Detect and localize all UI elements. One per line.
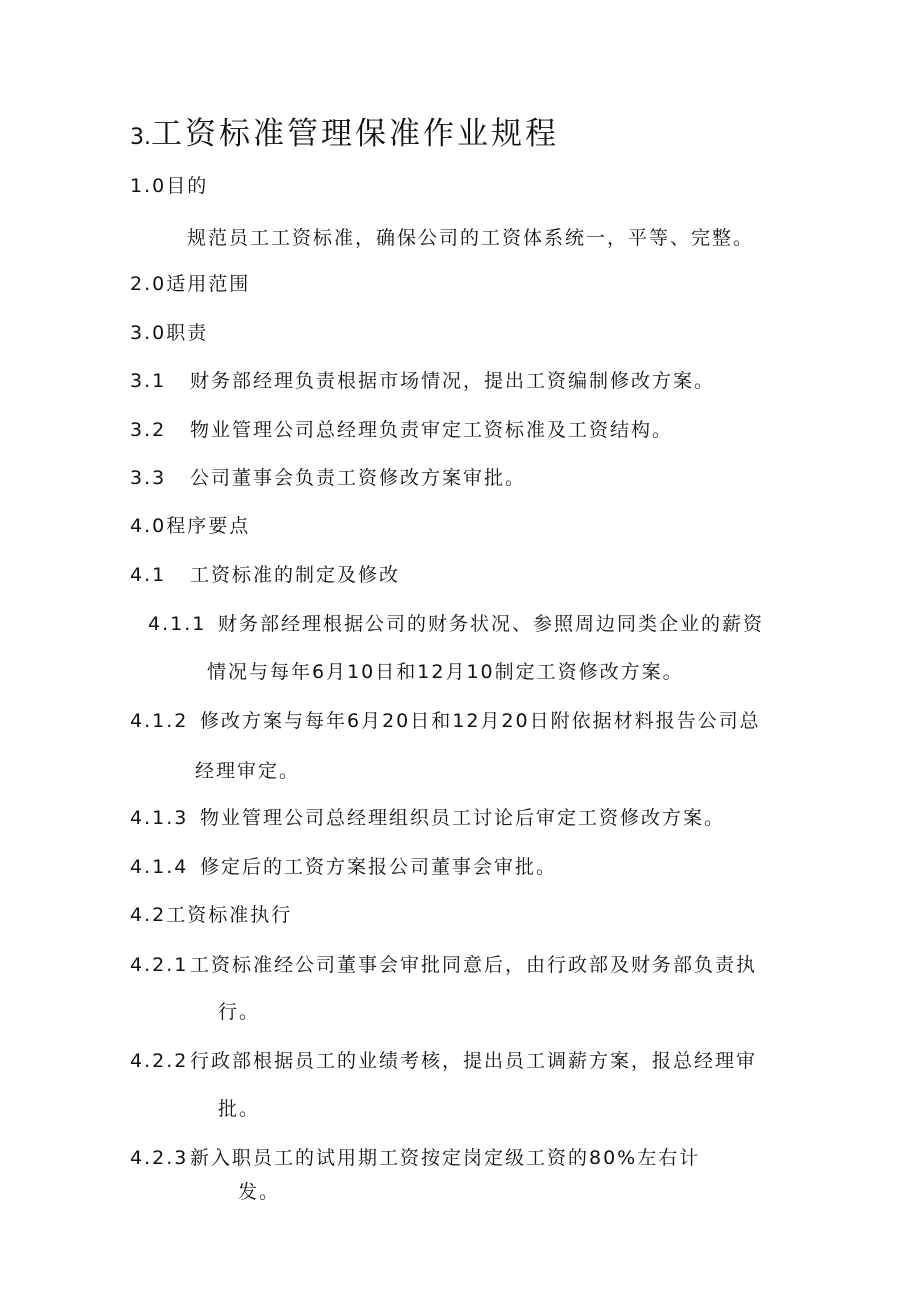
item-text: 公司董事会负责工资修改方案审批。	[190, 467, 527, 489]
list-item-4-1	[130, 563, 400, 587]
item-text: 财务部经理根据公司的财务状况、参照周边同类企业的薪资	[218, 613, 765, 635]
item-text: 工资标准经公司董事会审批同意后，由行政部及财务部负责执	[190, 954, 758, 976]
item-text: 工资标准的制定及修改	[190, 564, 401, 586]
document-title	[130, 114, 559, 159]
title-text: 工资标准管理保准作业规程	[151, 116, 559, 152]
item-number: 3.1	[130, 370, 167, 392]
item-text: 新入职员工的试用期工资按定岗定级工资的80%左右计	[190, 1147, 701, 1169]
list-item-4-1-3	[130, 806, 725, 830]
item-number: 4.2.2	[130, 1050, 189, 1072]
item-number: 4.1.1	[148, 613, 207, 635]
list-item-4-2-3	[130, 1146, 700, 1170]
item-number: 3.2	[130, 419, 167, 441]
section-heading-procedure: 4.0程序要点	[130, 515, 251, 537]
item-number: 4.2.3	[130, 1147, 189, 1169]
section-heading-execution: 4.2工资标准执行	[130, 904, 293, 926]
item-number: 4.1.4	[130, 856, 189, 878]
list-item-4-1-2-continuation: 经理审定。	[195, 760, 301, 782]
item-number: 4.1.2	[130, 710, 189, 732]
list-item-4-2-1-continuation: 行。	[218, 1001, 261, 1023]
item-number: 4.1.3	[130, 807, 189, 829]
list-item-4-2-2-continuation: 批。	[218, 1098, 261, 1120]
item-number: 4.2.1	[130, 954, 189, 976]
list-item-3-3	[130, 466, 526, 490]
list-item-4-1-1-continuation: 情况与每年6月10日和12月10制定工资修改方案。	[207, 661, 684, 683]
item-text: 物业管理公司总经理负责审定工资标准及工资结构。	[190, 419, 674, 441]
section-heading-responsibilities: 3.0职责	[130, 322, 209, 344]
paragraph-purpose: 规范员工工资标准，确保公司的工资体系统一，平等、完整。	[187, 227, 755, 249]
item-text: 修改方案与每年6月20日和12月20日附依据材料报告公司总	[200, 710, 761, 732]
section-heading-scope: 2.0适用范围	[130, 273, 251, 295]
list-item-3-1	[130, 369, 715, 393]
item-number: 3.3	[130, 467, 167, 489]
item-text: 财务部经理负责根据市场情况，提出工资编制修改方案。	[190, 370, 716, 392]
list-item-4-1-2	[130, 709, 761, 733]
list-item-4-2-3-continuation: 发。	[238, 1181, 281, 1203]
list-item-4-2-1	[130, 953, 757, 977]
title-number: 3.	[130, 125, 151, 150]
item-text: 行政部根据员工的业绩考核，提出员工调薪方案，报总经理审	[190, 1050, 758, 1072]
list-item-4-1-4	[130, 855, 557, 879]
item-text: 物业管理公司总经理组织员工讨论后审定工资修改方案。	[200, 807, 726, 829]
item-text: 修定后的工资方案报公司董事会审批。	[200, 856, 558, 878]
list-item-3-2	[130, 418, 673, 442]
list-item-4-1-1	[148, 612, 764, 636]
item-number: 4.1	[130, 564, 167, 586]
section-heading-purpose: 1.0目的	[130, 175, 209, 197]
list-item-4-2-2	[130, 1049, 757, 1073]
